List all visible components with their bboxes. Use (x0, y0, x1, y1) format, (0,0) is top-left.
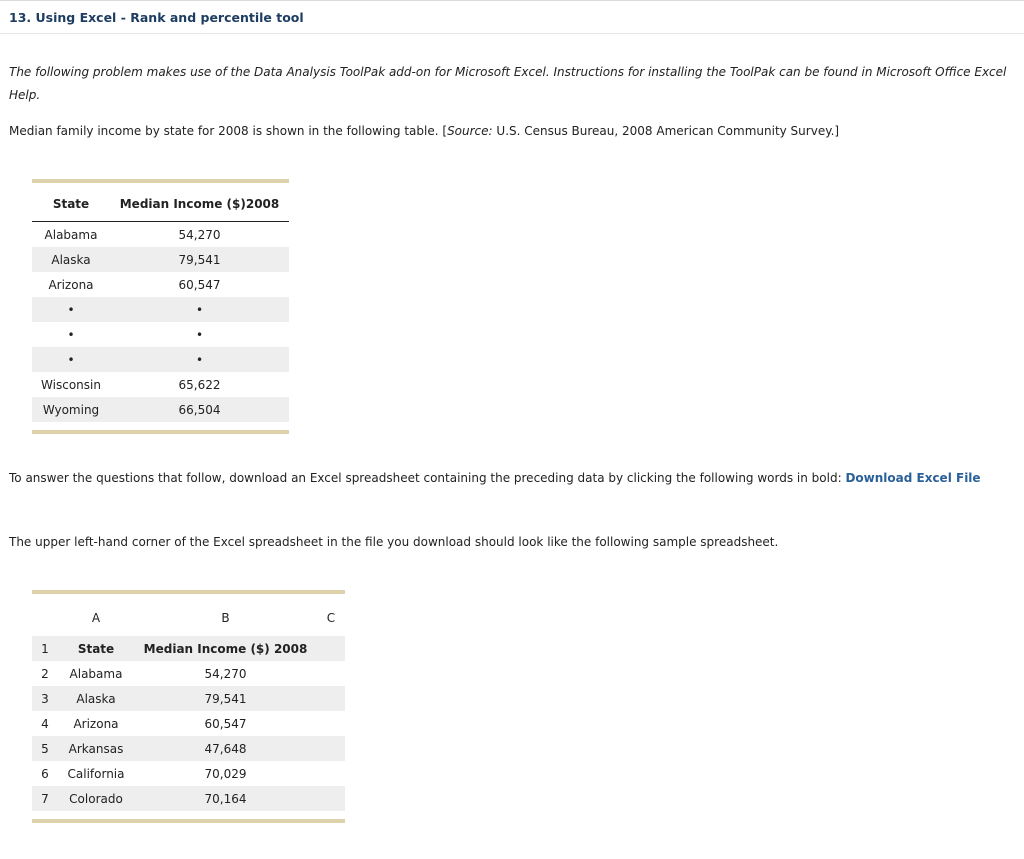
row-number: 5 (32, 736, 58, 761)
title-divider (0, 33, 1024, 34)
ellipsis-dot: • (67, 327, 75, 342)
column-header-c: C (326, 611, 336, 625)
table-row (32, 297, 289, 322)
ellipsis-dot: • (32, 297, 110, 322)
table-intro-post: U.S. Census Bureau, 2008 American Community Survey.] (492, 124, 840, 138)
table-row (32, 347, 289, 372)
ellipsis-dot: • (110, 347, 289, 372)
column-header-b: B (221, 611, 230, 625)
table-row (32, 372, 289, 397)
state-cell: Alabama (69, 666, 123, 681)
table-row (32, 222, 289, 248)
row-number: 1 (32, 636, 58, 661)
state-cell: Wisconsin (41, 377, 101, 392)
state-cell: Alaska (32, 247, 110, 272)
sample-spreadsheet (32, 590, 345, 823)
state-cell: Arizona (73, 716, 119, 731)
income-cell: 65,622 (178, 377, 221, 392)
row-number: 7 (32, 786, 58, 811)
row-number: 4 (41, 716, 49, 731)
question-title: 13. Using Excel - Rank and percentile tool (9, 10, 304, 25)
income-cell: 60,547 (204, 716, 247, 731)
income-cell: 54,270 (178, 227, 221, 242)
income-cell: 66,504 (110, 397, 289, 422)
table-row (32, 322, 289, 347)
income-table (32, 179, 289, 434)
income-cell: 79,541 (110, 247, 289, 272)
spreadsheet-row (32, 636, 345, 661)
table-row (32, 397, 289, 422)
table-row (32, 272, 289, 297)
income-table-header-state: State (32, 183, 110, 222)
spreadsheet-row (32, 661, 345, 686)
spreadsheet-row (32, 736, 345, 761)
state-cell: Alabama (44, 227, 98, 242)
spreadsheet-row (32, 786, 345, 811)
row-number: 2 (41, 666, 49, 681)
spreadsheet-row (32, 711, 345, 736)
download-text: To answer the questions that follow, download an Excel spreadsheet containing the preceding data by clicking the following words in bold: (9, 471, 846, 485)
income-cell: 70,164 (134, 786, 317, 811)
table-row (32, 247, 289, 272)
state-cell: Wyoming (32, 397, 110, 422)
column-header-a: A (91, 611, 101, 625)
top-border (0, 0, 1024, 1)
table-intro-pre: Median family income by state for 2008 is shown in the following table. [ (9, 124, 448, 138)
header-cell-state: State (58, 636, 134, 661)
spreadsheet-row (32, 686, 345, 711)
income-table-header-income: Median Income ($)2008 (110, 183, 289, 222)
state-cell: Arkansas (58, 736, 134, 761)
table-intro (9, 120, 1009, 143)
header-cell-income: Median Income ($) 2008 (134, 636, 317, 661)
sample-text: The upper left-hand corner of the Excel spreadsheet in the file you download should look like the following sample spreadsheet. (9, 535, 779, 549)
income-cell: 54,270 (204, 666, 247, 681)
download-excel-link[interactable]: Download Excel File (845, 471, 981, 485)
source-label: Source: (447, 124, 493, 138)
download-instructions (9, 467, 1009, 490)
income-cell: 70,029 (204, 766, 247, 781)
ellipsis-dot: • (32, 347, 110, 372)
income-cell: 79,541 (134, 686, 317, 711)
state-cell: Colorado (58, 786, 134, 811)
income-cell: 47,648 (134, 736, 317, 761)
row-number: 3 (32, 686, 58, 711)
ellipsis-dot: • (195, 327, 204, 342)
state-cell: Arizona (48, 277, 94, 292)
state-cell: California (67, 766, 125, 781)
spreadsheet-row (32, 761, 345, 786)
row-number: 6 (41, 766, 49, 781)
state-cell: Alaska (58, 686, 134, 711)
ellipsis-dot: • (110, 297, 289, 322)
income-cell: 60,547 (178, 277, 221, 292)
toolpak-instructions: The following problem makes use of the Data Analysis ToolPak add-on for Microsoft Excel. Instructions for installing the ToolPak can be found in Microsoft Office Excel Help. (9, 65, 1007, 102)
